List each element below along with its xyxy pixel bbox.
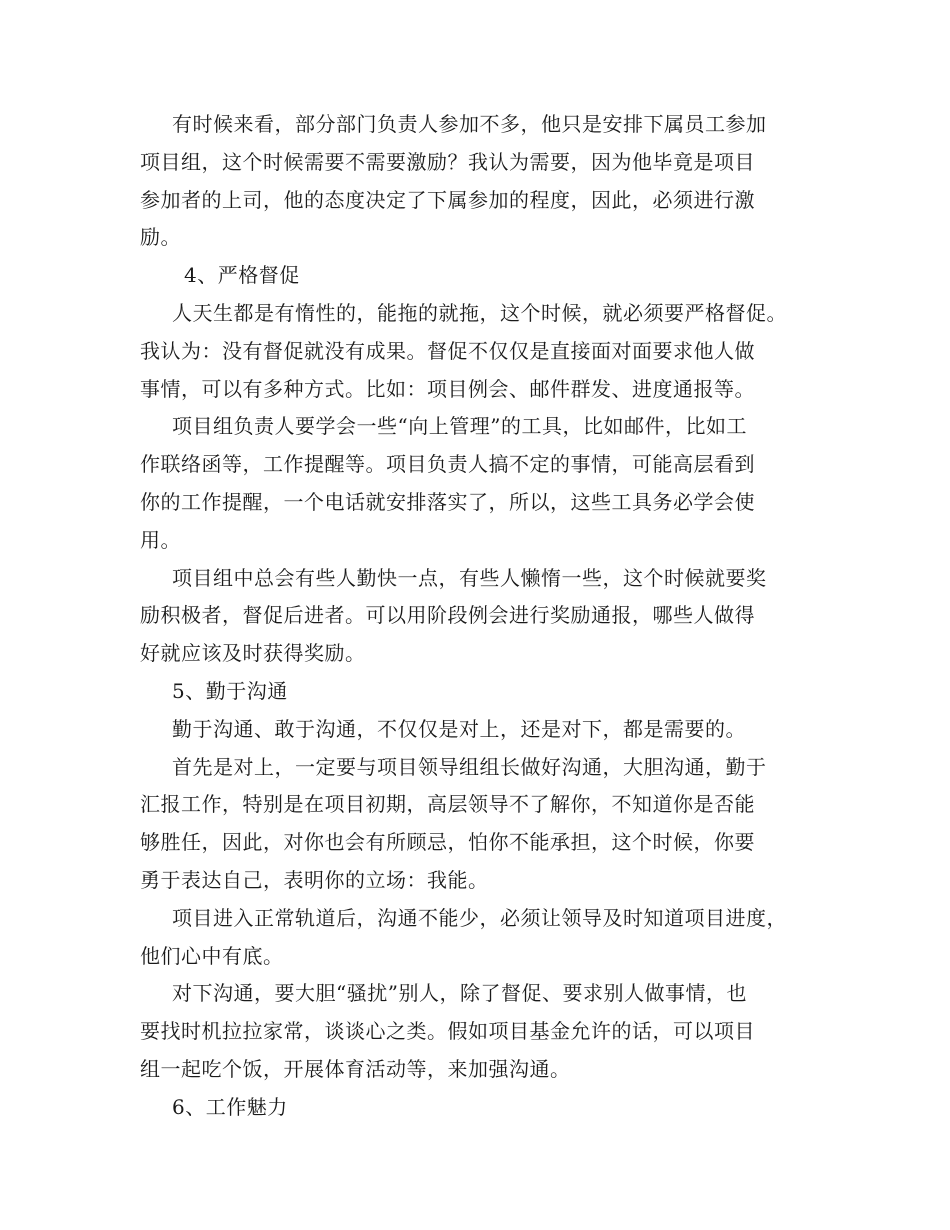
paragraph-line: 他们心中有底。 — [140, 943, 284, 968]
paragraph-line: 首先是对上，一定要与项目领导组组长做好沟通，大胆沟通，勤于 — [172, 754, 767, 779]
paragraph-line: 勤于沟通、敢于沟通，不仅仅是对上，还是对下，都是需要的。 — [172, 716, 746, 741]
document-body — [140, 106, 820, 1127]
paragraph-line: 项目进入正常轨道后，沟通不能少，必须让领导及时知道项目进度， — [172, 905, 787, 930]
section-heading: 6、工作魅力 — [172, 1094, 288, 1119]
paragraph-line: 参加者的上司，他的态度决定了下属参加的程度，因此，必须进行激 — [140, 187, 755, 212]
paragraph-line: 组一起吃个饭，开展体育活动等，来加强沟通。 — [140, 1056, 571, 1081]
paragraph-line: 勇于表达自己，表明你的立场：我能。 — [140, 867, 489, 892]
paragraph-line: 人天生都是有惰性的，能拖的就拖，这个时候，就必须要严格督促。 — [172, 300, 787, 325]
paragraph-line: 够胜任，因此，对你也会有所顾忌，怕你不能承担，这个时候，你要 — [140, 830, 755, 855]
paragraph-line: 我认为：没有督促就没有成果。督促不仅仅是直接面对面要求他人做 — [140, 338, 755, 363]
paragraph-line: 项目组，这个时候需要不需要激励？我认为需要，因为他毕竟是项目 — [140, 149, 755, 174]
paragraph-line: 用。 — [140, 527, 181, 552]
paragraph-line: 项目组中总会有些人勤快一点，有些人懒惰一些，这个时候就要奖 — [172, 565, 767, 590]
paragraph-line: 对下沟通，要大胆“骚扰”别人，除了督促、要求别人做事情，也 — [172, 981, 747, 1006]
paragraph-line: 汇报工作，特别是在项目初期，高层领导不了解你，不知道你是否能 — [140, 792, 755, 817]
paragraph-line: 项目组负责人要学会一些“向上管理”的工具，比如邮件，比如工 — [172, 414, 747, 439]
paragraph-line: 有时候来看，部分部门负责人参加不多，他只是安排下属员工参加 — [172, 112, 767, 136]
section-heading: 5、勤于沟通 — [172, 678, 288, 703]
paragraph-line: 作联络函等，工作提醒等。项目负责人搞不定的事情，可能高层看到 — [140, 452, 755, 477]
paragraph-line: 好就应该及时获得奖励。 — [140, 641, 366, 666]
paragraph-line: 要找时机拉拉家常，谈谈心之类。假如项目基金允许的话，可以项目 — [140, 1019, 755, 1044]
paragraph-line: 励积极者，督促后进者。可以用阶段例会进行奖励通报，哪些人做得 — [140, 603, 755, 628]
paragraph-line: 事情，可以有多种方式。比如：项目例会、邮件群发、进度通报等。 — [140, 376, 755, 401]
paragraph-line: 你的工作提醒，一个电话就安排落实了，所以，这些工具务必学会使 — [140, 489, 755, 514]
section-heading: 4、严格督促 — [184, 263, 300, 288]
paragraph-line: 励。 — [140, 225, 181, 250]
